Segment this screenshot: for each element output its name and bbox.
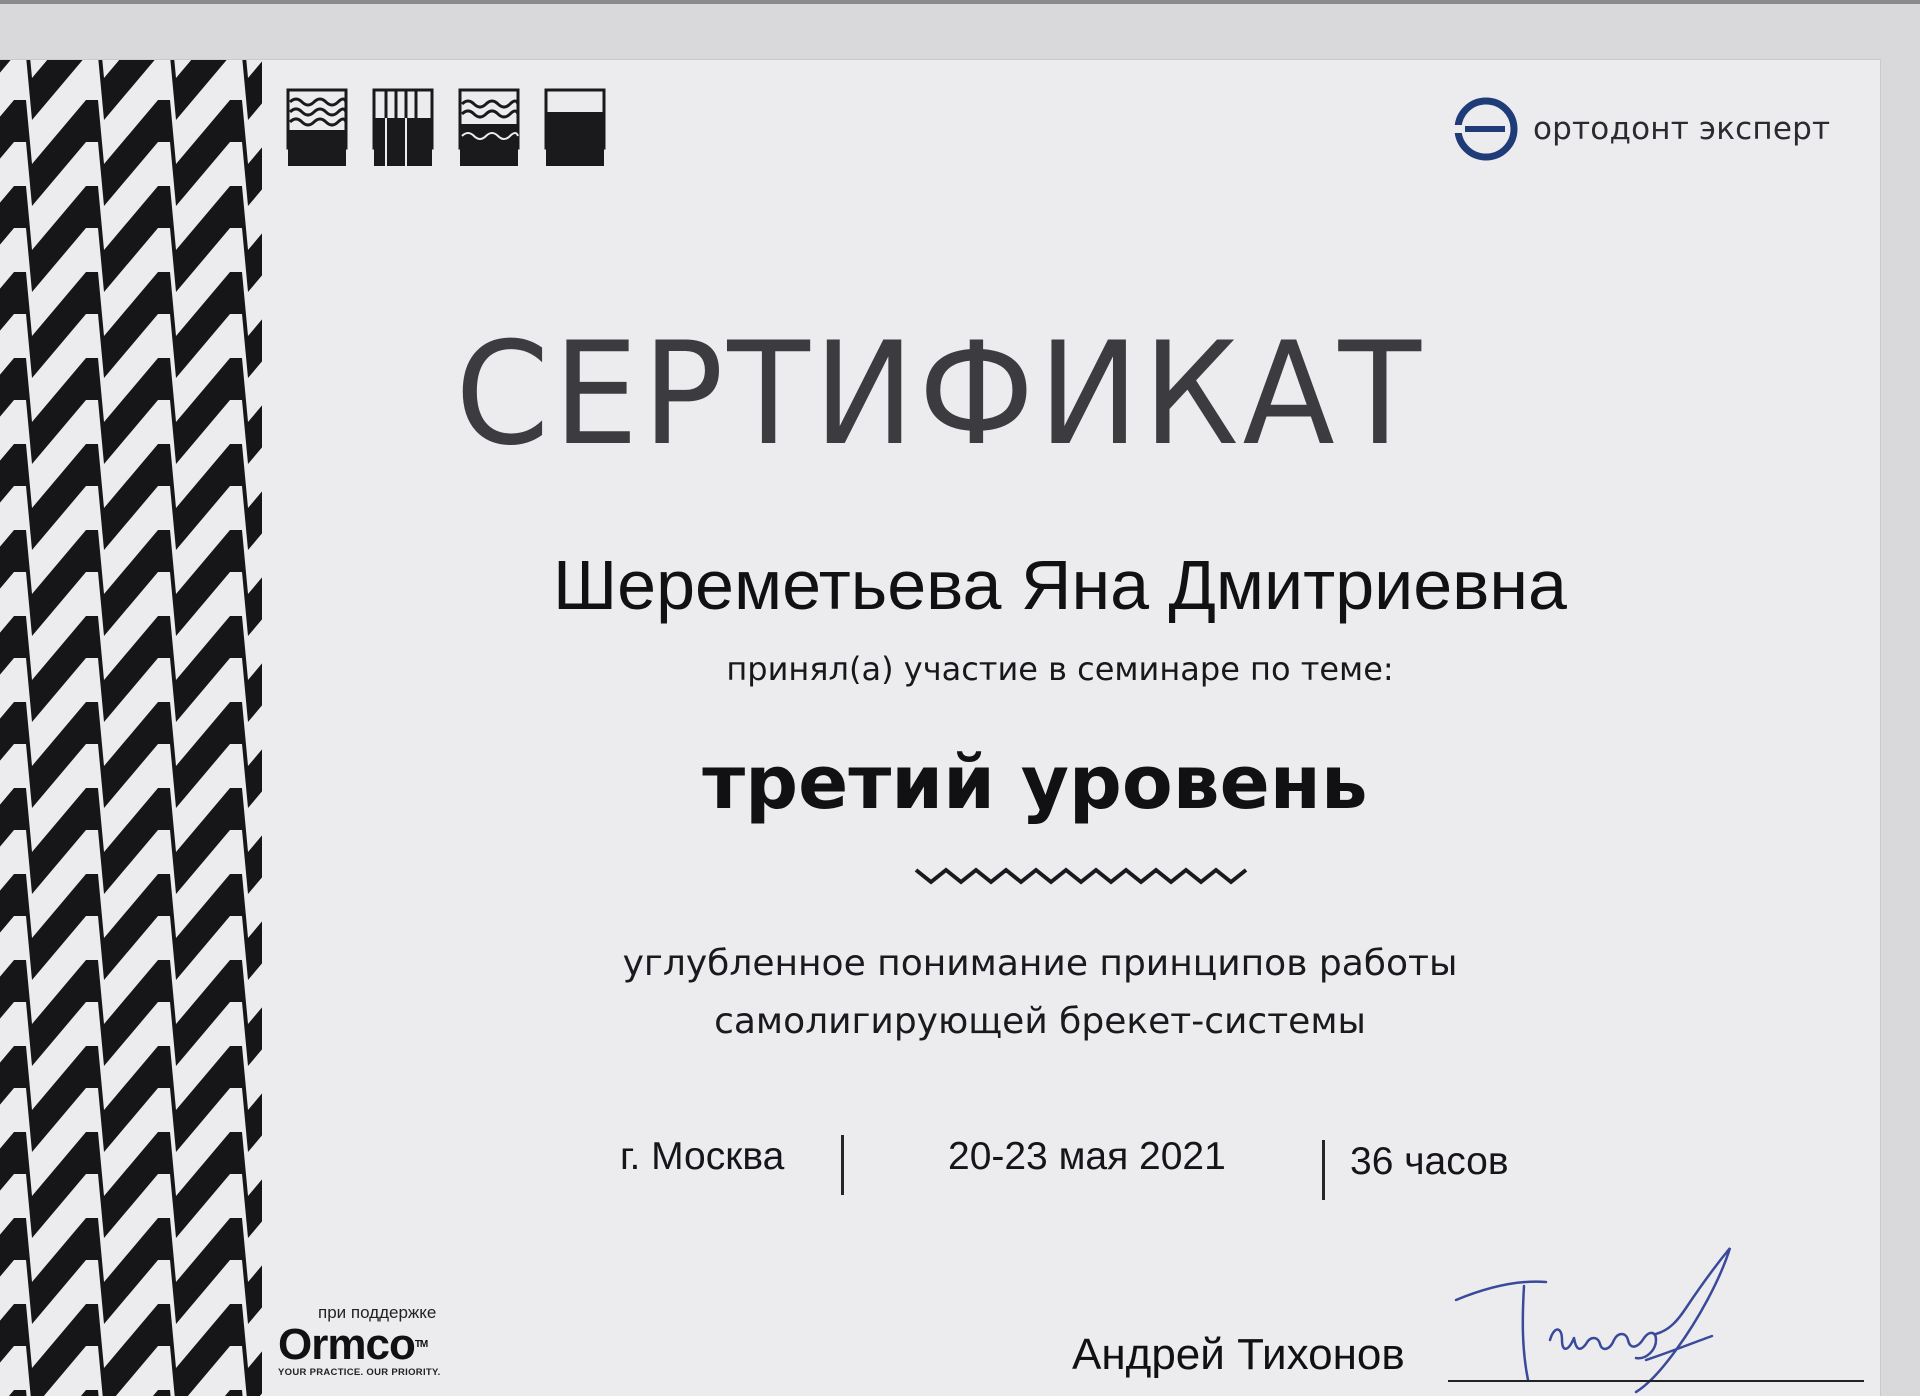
wave-square-icon [286,88,348,168]
brand-name: ортодонт эксперт [1533,111,1831,147]
ormco-logo [278,1320,441,1369]
trademark-mark: TM [414,1339,428,1350]
seminar-dates: 20-23 мая 2021 [948,1135,1226,1178]
brand-logo [1453,96,1830,162]
sponsor-block [278,1303,441,1378]
sponsor-tagline: YOUR PRACTICE. OUR PRIORITY. [278,1367,441,1378]
decorative-squares [286,88,606,168]
recipient-name: Шереметьева Яна Дмитриевна [553,546,1567,624]
zigzag-stripe [0,1132,262,1238]
separator [841,1135,844,1195]
sponsor-note: при поддержке [318,1303,437,1322]
wavy-divider [912,860,1262,895]
seminar-city: г. Москва [620,1135,785,1178]
description-line: самолигирующей брекет-системы [714,1001,1366,1042]
zigzag-stripe [0,1218,262,1324]
separator [1322,1140,1325,1200]
wave-square-icon [458,88,520,168]
filled-square-icon [544,88,606,168]
description-line: углубленное понимание принципов работы [622,943,1458,984]
participation-text: принял(а) участие в семинаре по теме: [726,650,1394,688]
orthodont-expert-logo-icon [1453,96,1519,162]
zigzag-stripe [0,100,262,206]
seminar-description [0,935,1880,1051]
scan-top-edge [0,0,1920,4]
zigzag-stripe [0,1046,262,1152]
signer-name: Андрей Тихонов [1072,1330,1405,1379]
seminar-hours: 36 часов [1350,1140,1509,1183]
zigzag-stripe [0,186,262,292]
zigzag-stripe [0,1304,262,1396]
bars-square-icon [372,88,434,168]
ormco-logo-text: Ormco [278,1320,415,1369]
signature-line [1448,1380,1864,1382]
handwritten-signature [1450,1240,1750,1396]
certificate-sheet [0,60,1880,1396]
zigzag-stripe-pattern [0,60,262,1396]
certificate-title: СЕРТИФИКАТ [455,312,1425,477]
seminar-topic: третий уровень [702,740,1368,826]
